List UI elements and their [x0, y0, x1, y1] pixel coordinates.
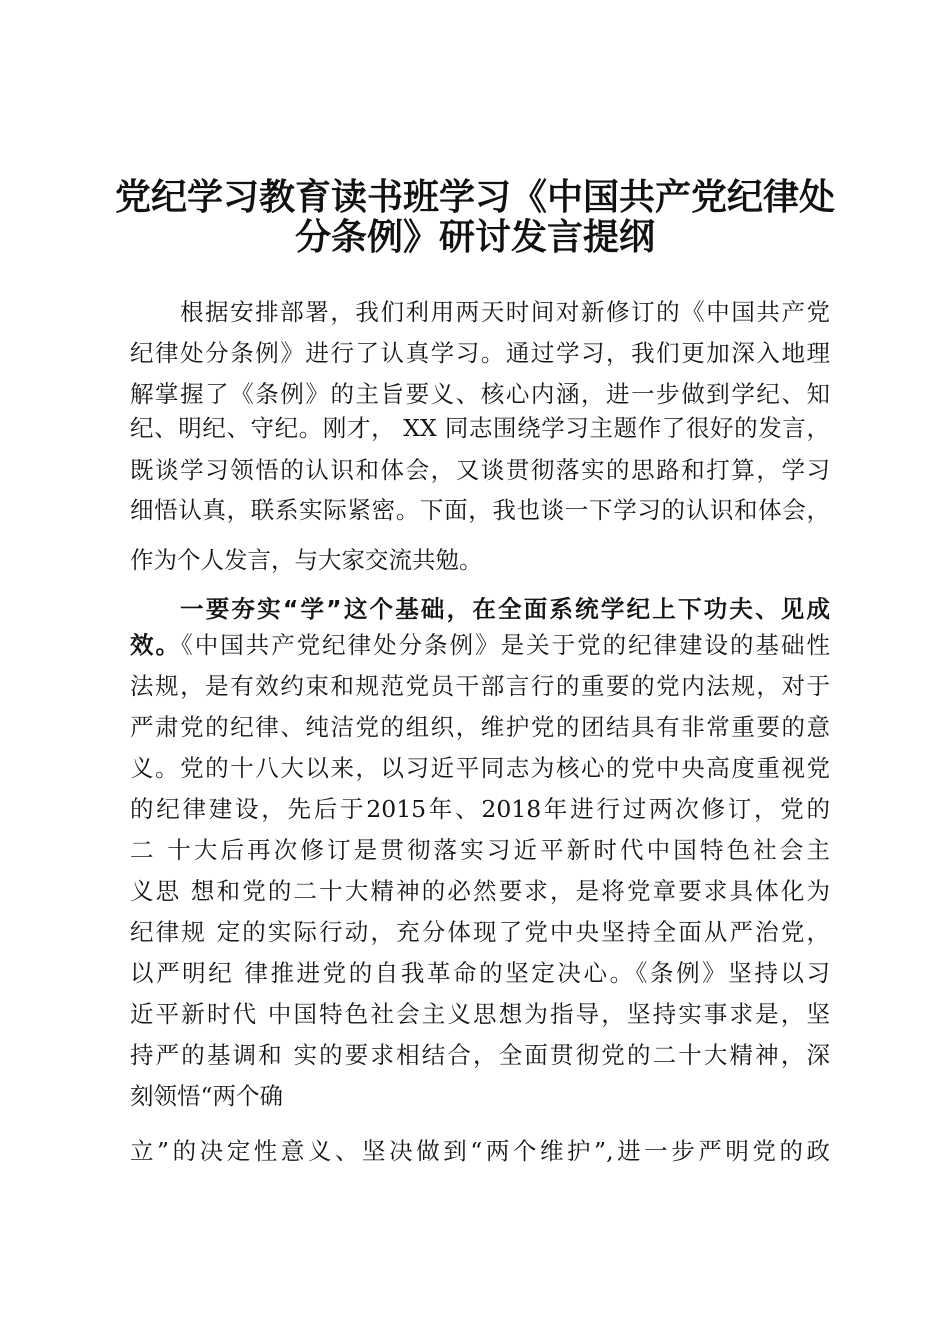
paragraph-2-line-9: 纪律规 定的实际行动，充分体现了党中央坚持全面从严治党，	[130, 918, 830, 946]
paragraph-2-line-2-text: 《中国共产党纪律处分条例》是关于党的纪律建设的基础性	[180, 631, 831, 659]
paragraph-2-line-13: 刻领悟“两个确	[130, 1082, 284, 1110]
paragraph-1-line-5: 既谈学习领悟的认识和体会，又谈贯彻落实的思路和打算，学习	[130, 456, 830, 484]
paragraph-1-line-7: 作为个人发言，与大家交流共勉。	[130, 546, 483, 574]
document-title-line-2: 分条例》研讨发言提纲	[294, 217, 655, 258]
paragraph-1-line-6: 细悟认真，联系实际紧密。下面，我也谈一下学习的认识和体会，	[130, 496, 830, 524]
paragraph-2-line-12: 持严的基调和 实的要求相结合，全面贯彻党的二十大精神，深	[130, 1041, 830, 1069]
paragraph-1-line-3: 解掌握了《条例》的主旨要义、核心内涵，进一步做到学纪、知	[130, 380, 830, 408]
paragraph-2-line-3: 法规，是有效约束和规范党员干部言行的重要的党内法规，对于	[130, 672, 830, 700]
paragraph-1-line-1: 根据安排部署，我们利用两天时间对新修订的《中国共产党	[180, 298, 830, 326]
paragraph-1-line-4: 纪、明纪、守纪。刚才， XX 同志围绕学习主题作了很好的发言，	[130, 414, 830, 442]
paragraph-2-line-7: 二 十大后再次修订是贯彻落实习近平新时代中国特色社会主	[130, 836, 830, 864]
paragraph-2-line-10: 以严明纪 律推进党的自我革命的坚定决心。《条例》坚持以习	[130, 959, 830, 987]
paragraph-2-heading-line-1: 一要夯实“学”这个基础，在全面系统学纪上下功夫、见成	[180, 595, 830, 623]
paragraph-2-line-11: 近平新时代 中国特色社会主义思想为指导，坚持实事求是，坚	[130, 1000, 830, 1028]
paragraph-2-line-6: 的纪律建设，先后于2015年、2018年进行过两次修订，党的	[130, 795, 830, 823]
document-title-line-1: 党纪学习教育读书班学习《中国共产党纪律处	[114, 177, 835, 218]
paragraph-2-line-5: 义。党的十八大以来，以习近平同志为核心的党中央高度重视党	[130, 754, 830, 782]
paragraph-2-line-14: 立”的决定性意义、坚决做到“两个维护”,进一步严明党的政	[130, 1137, 830, 1165]
paragraph-2-heading-end: 效。	[130, 631, 181, 659]
paragraph-1-line-2: 纪律处分条例》进行了认真学习。通过学习，我们更加深入地理	[130, 339, 830, 367]
paragraph-2-line-4: 严肃党的纪律、纯洁党的组织，维护党的团结具有非常重要的意	[130, 713, 830, 741]
paragraph-2-line-8: 义思 想和党的二十大精神的必然要求，是将党章要求具体化为	[130, 877, 830, 905]
paragraph-2-line-2	[130, 630, 830, 660]
